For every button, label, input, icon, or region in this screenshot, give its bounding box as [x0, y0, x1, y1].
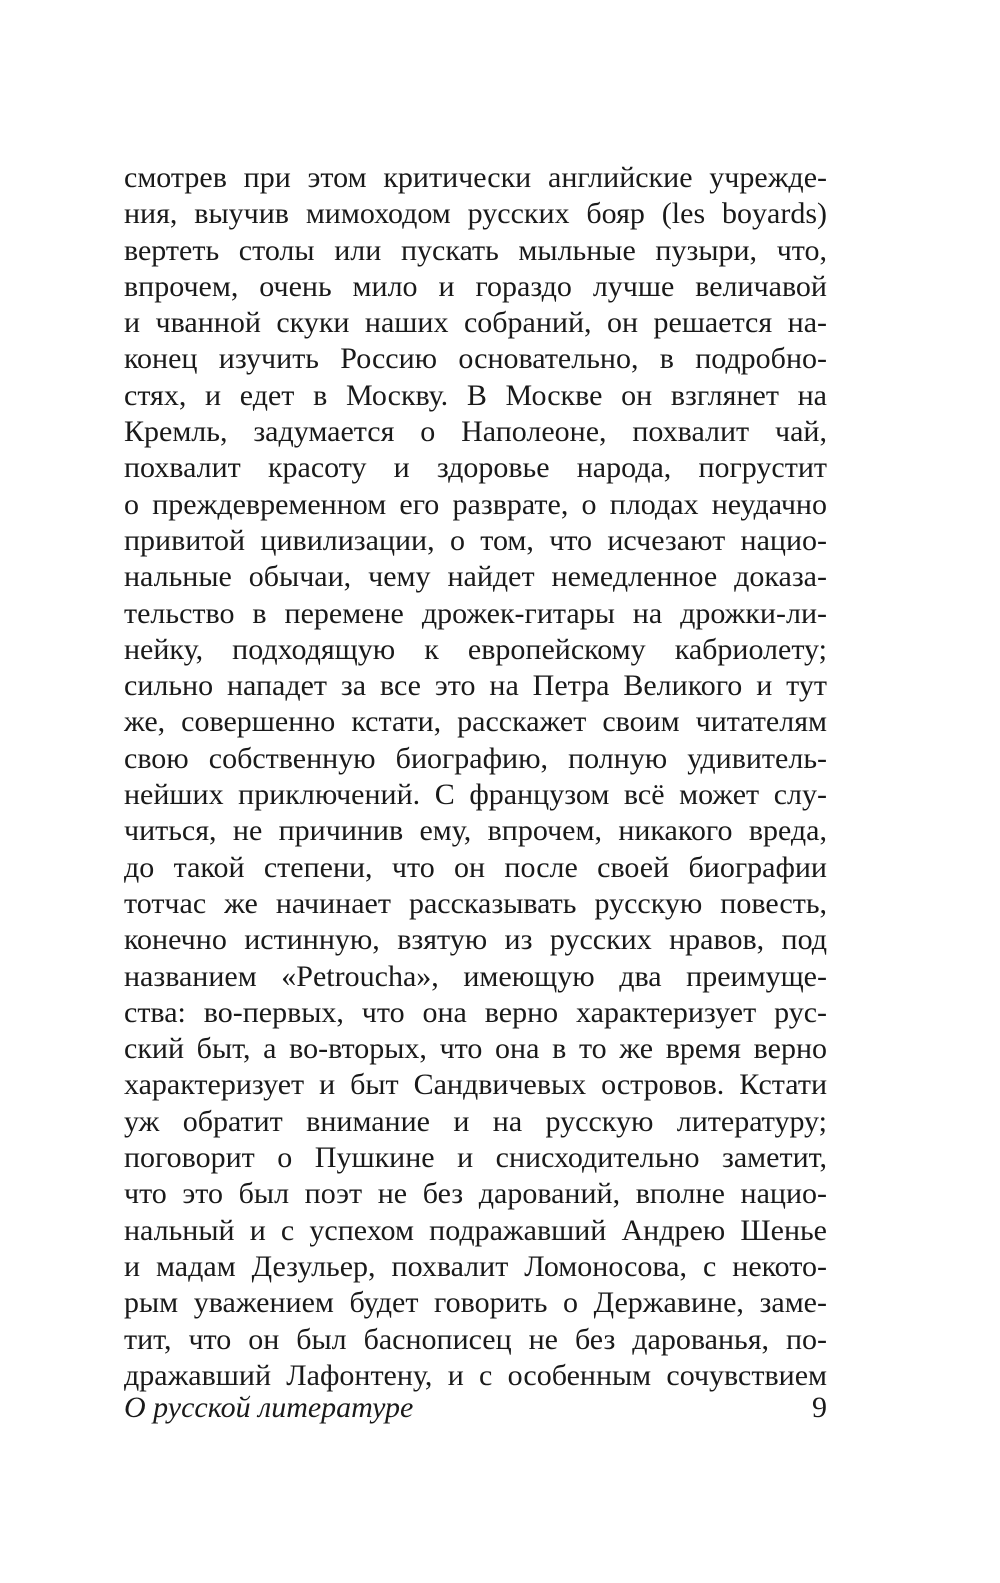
text-line: дражавший Лафонтену, и с особенным сочувствием	[124, 1358, 827, 1392]
text-line: уж обратит внимание и на русскую литературу;	[124, 1104, 827, 1138]
text-line: до такой степени, что он после своей биографии	[124, 850, 827, 884]
text-line: конец изучить Россию основательно, в подробно-	[124, 342, 827, 376]
text-line: стях, и едет в Москву. В Москве он взглянет на	[124, 378, 827, 412]
text-line: рым уважением будет говорить о Державине, заме-	[124, 1286, 827, 1320]
text-line: названием «Petroucha», имеющую два преимуще-	[124, 959, 827, 993]
text-line: привитой цивилизации, о том, что исчезают нацио-	[124, 523, 827, 557]
text-line: характеризует и быт Сандвичевых островов. Кстати	[124, 1068, 827, 1102]
text-line: тит, что он был баснописец не без дарованья, по-	[124, 1322, 827, 1356]
text-line: читься, не причинив ему, впрочем, никакого вреда,	[124, 814, 827, 848]
text-line: поговорит о Пушкине и снисходительно заметит,	[124, 1141, 827, 1175]
text-line: впрочем, очень мило и гораздо лучше величавой	[124, 269, 827, 303]
page-number: 9	[812, 1391, 827, 1424]
text-line: смотрев при этом критически английские учрежде-	[124, 161, 827, 194]
text-line: ский быт, а во-вторых, что она в то же время верно	[124, 1032, 827, 1066]
text-line: нальные обычаи, чему найдет немедленное доказа-	[124, 560, 827, 594]
text-line: похвалит красоту и здоровье народа, погрустит	[124, 451, 827, 485]
text-line: Кремль, задумается о Наполеоне, похвалит чай,	[124, 415, 827, 449]
text-line: сильно нападет за все это на Петра Великого и тут	[124, 669, 827, 703]
text-line: нейку, подходящую к европейскому кабриолету;	[124, 632, 827, 666]
text-line: нальный и с успехом подражавший Андрею Шенье	[124, 1213, 827, 1247]
text-line: и чванной скуки наших собраний, он решается на-	[124, 306, 827, 340]
text-line: о преждевременном его разврате, о плодах неудачно	[124, 487, 827, 521]
text-line: конечно истинную, взятую из русских нравов, под	[124, 923, 827, 957]
text-line: ния, выучив мимоходом русских бояр (les boyards)	[124, 197, 827, 231]
text-line: ства: во-первых, что она верно характеризует рус-	[124, 995, 827, 1029]
text-line: нейших приключений. С французом всё может слу-	[124, 778, 827, 812]
text-line: тотчас же начинает рассказывать русскую повесть,	[124, 886, 827, 920]
text-line: свою собственную биографию, полную удивитель-	[124, 741, 827, 775]
text-line: и мадам Дезульер, похвалит Ломоносова, с некото-	[124, 1249, 827, 1283]
body-text	[124, 160, 827, 1394]
text-line: же, совершенно кстати, расскажет своим читателям	[124, 705, 827, 739]
text-line: что это был поэт не без дарований, вполне нацио-	[124, 1177, 827, 1211]
running-title: О русской литературе	[124, 1391, 414, 1424]
text-line: вертеть столы или пускать мыльные пузыри, что,	[124, 233, 827, 267]
text-line: тельство в перемене дрожек-гитары на дрожки-ли-	[124, 596, 827, 630]
page-footer	[124, 1388, 827, 1428]
